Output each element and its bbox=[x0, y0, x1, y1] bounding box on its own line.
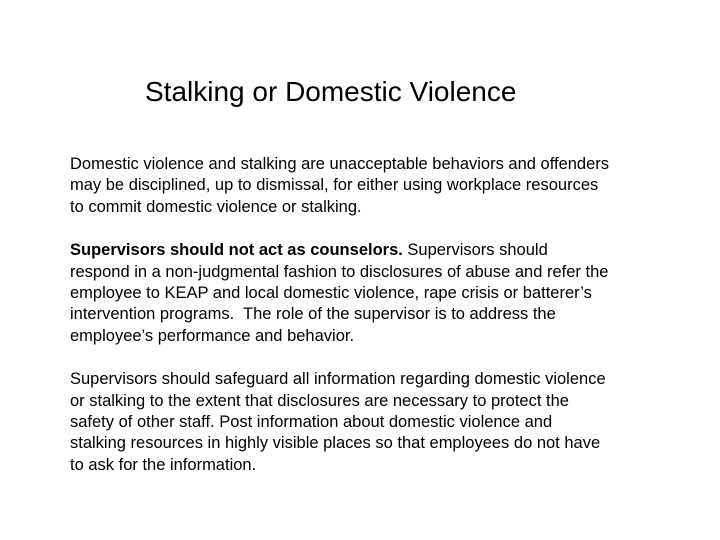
text-line: stalking resources in highly visible places so that employees do not have bbox=[70, 434, 601, 453]
text-line: respond in a non-judgmental fashion to disclosures of abuse and refer the bbox=[70, 262, 609, 281]
text-line bbox=[70, 240, 670, 261]
paragraph-offender-policy bbox=[70, 154, 670, 218]
slide-body bbox=[70, 154, 670, 476]
text-segment: Supervisors should bbox=[402, 241, 548, 260]
text-line: intervention programs. The role of the supervisor is to address the bbox=[70, 305, 556, 324]
text-line: Supervisors should safeguard all information regarding domestic violence bbox=[70, 370, 606, 389]
text-line: employee’s performance and behavior. bbox=[70, 326, 355, 345]
text-line: employee to KEAP and local domestic violence, rape crisis or batterer’s bbox=[70, 284, 592, 303]
text-line: Domestic violence and stalking are unacceptable behaviors and offenders bbox=[70, 155, 610, 173]
paragraph-supervisor-role bbox=[70, 240, 670, 347]
bold-lead-text: Supervisors should not act as counselors. bbox=[70, 241, 403, 260]
text-line: may be disciplined, up to dismissal, for either using workplace resources bbox=[70, 176, 599, 195]
text-line: to commit domestic violence or stalking. bbox=[70, 197, 362, 216]
text-line: safety of other staff. Post information about domestic violence and bbox=[70, 413, 553, 432]
text-line: to ask for the information. bbox=[70, 455, 257, 474]
slide-title: Stalking or Domestic Violence bbox=[145, 76, 517, 107]
text-line: or stalking to the extent that disclosures are necessary to protect the bbox=[70, 391, 569, 410]
paragraph-safeguard-information bbox=[70, 369, 670, 476]
